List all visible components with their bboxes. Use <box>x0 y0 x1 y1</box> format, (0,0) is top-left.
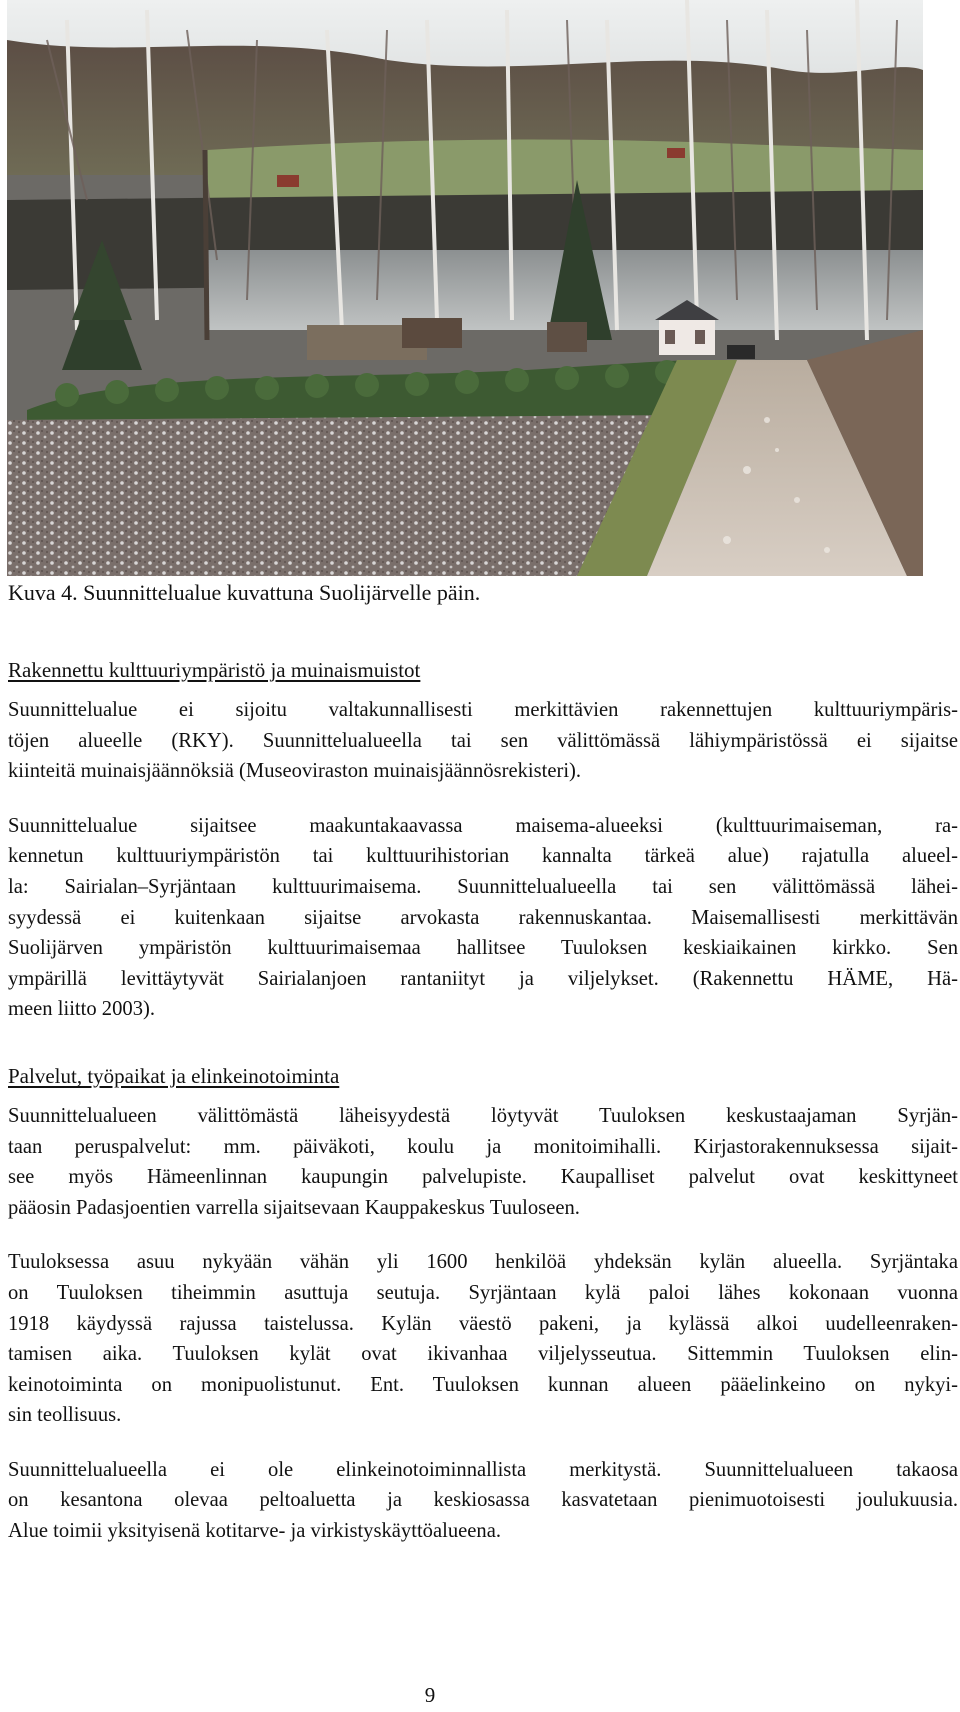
text-line: 1918 käydyssä rajussa taistelussa. Kylän väestö pakeni, ja kylässä alkoi uudelleenraken- <box>8 1312 958 1335</box>
text-line: la: Sairialan–Syrjäntaan kulttuurimaisema. Suunnittelualueella tai sen välittömässä lähei- <box>8 875 958 898</box>
text-line: tamisen aika. Tuuloksen kylät ovat ikivanhaa viljelysseutua. Sittemmin Tuuloksen elin- <box>8 1343 958 1366</box>
text-line: kennetun kulttuuriympäristön tai kulttuurihistorian kannalta tärkeä alue) rajatulla alueel- <box>8 845 958 868</box>
text-line: taan peruspalvelut: mm. päiväkoti, koulu ja monitoimihalli. Kirjastorakennuksessa sijait- <box>8 1135 958 1158</box>
text-line: see myös Hämeenlinnan kaupungin palvelupiste. Kaupalliset palvelut ovat keskittyneet <box>8 1166 958 1189</box>
text-line: sin teollisuus. <box>8 1404 122 1427</box>
landscape-photo <box>7 0 923 576</box>
text-line: Suolijärven ympäristön kulttuurimaisemaa hallitsee Tuuloksen keskiaikainen kirkko. Sen <box>8 937 958 960</box>
text-line: Alue toimii yksityisenä kotitarve- ja virkistyskäyttöalueena. <box>8 1520 501 1543</box>
text-line: Suunnittelualue sijaitsee maakuntakaavassa maisema-alueeksi (kulttuurimaiseman, ra- <box>8 814 958 837</box>
text-line: kiinteitä muinaisjäännöksiä (Museoviraston muinaisjäännösrekisteri). <box>8 760 582 783</box>
text-line: on kesantona olevaa peltoaluetta ja keskiosassa kasvatetaan pienimuotoisesti joulukuusia. <box>8 1489 958 1512</box>
paragraph <box>8 1455 958 1547</box>
text-line: Suunnittelualueella ei ole elinkeinotoiminnallista merkitystä. Suunnittelualueen takaosa <box>8 1458 958 1481</box>
section-heading-cultural-environment: Rakennettu kulttuuriympäristö ja muinaismuistot <box>8 658 421 682</box>
section-heading-services: Palvelut, työpaikat ja elinkeinotoiminta <box>8 1063 340 1088</box>
paragraph <box>8 811 958 1025</box>
text-line: Suunnittelualue ei sijoitu valtakunnallisesti merkittävien rakennettujen kulttuuriympäris- <box>8 699 958 721</box>
text-line: keinotoiminta on monipuolistunut. Ent. Tuuloksen kunnan alueen pääelinkeino on nykyi- <box>8 1373 958 1396</box>
text-line: Tuuloksessa asuu nykyään vähän yli 1600 henkilöä yhdeksän kylän alueella. Syrjäntaka <box>8 1251 958 1274</box>
paragraph <box>8 695 958 787</box>
body-text <box>8 655 958 1571</box>
text-line: syydessä ei kuitenkaan sijaitse arvokasta rakennuskantaa. Maisemallisesti merkittävän <box>8 906 958 929</box>
text-line: Suunnittelualueen välittömästä läheisyydestä löytyvät Tuuloksen keskustaajaman Syrjän- <box>8 1104 958 1127</box>
text-line: pääosin Padasjoentien varrella sijaitsevaan Kauppakeskus Tuuloseen. <box>8 1196 580 1219</box>
text-line: on Tuuloksen tiheimmin asuttuja seutuja. Syrjäntaan kylä paloi lähes kokonaan vuonna <box>8 1281 958 1304</box>
page-number: 9 <box>424 1683 436 1707</box>
text-line: töjen alueelle (RKY). Suunnittelualueella tai sen välittömässä lähiympäristössä ei sijaitse <box>8 729 958 752</box>
figure-caption: Kuva 4. Suunnittelualue kuvattuna Suolijärvelle päin. <box>8 580 481 605</box>
text-line: ympärillä levittäytyvät Sairialanjoen rantaniityt ja viljelykset. (Rakennettu HÄME, Hä- <box>8 967 958 990</box>
paragraph <box>8 1101 958 1223</box>
paragraph <box>8 1247 958 1431</box>
text-line: meen liitto 2003). <box>8 998 155 1021</box>
